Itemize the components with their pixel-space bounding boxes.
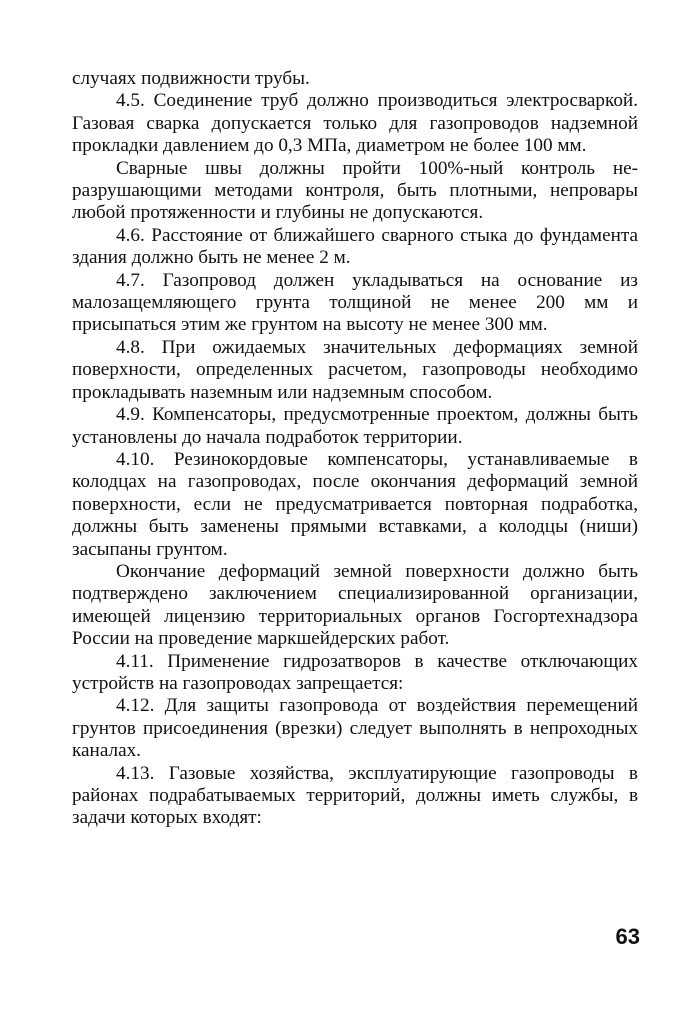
paragraph-4-11: 4.11. Применение гидрозатворов в качестве отключающих устройств на газопроводах запрещается: <box>72 650 638 694</box>
paragraph-weld-control: Сварные швы должны пройти 100%-ный контроль неразрушающими методами контроля, быть плотными, непровары любой протяженности и глубины не допускаются. <box>72 157 638 224</box>
paragraph-deformation-end: Окончание деформаций земной поверхности должно быть подтверждено заключением специализированной организации, имеющей лицензию территориальных органов Госгортехнадзора России на проведение маркшейдерских работ. <box>72 560 638 650</box>
paragraph-4-9: 4.9. Компенсаторы, предусмотренные проектом, должны быть установлены до начала подработок территории. <box>72 404 638 448</box>
page-number: 63 <box>615 924 640 949</box>
paragraph-4-7: 4.7. Газопровод должен укладываться на основание из малозащемляющего грунта толщиной не менее 200 мм и присыпаться этим же грунтом на высоту не менее 300 мм. <box>72 269 638 336</box>
paragraph-4-5: 4.5. Соединение труб должно производиться электросваркой. Газовая сварка допускается только для газопроводов надземной прокладки давлением до 0,3 МПа, диаметром не более 100 мм. <box>72 90 638 157</box>
paragraph-4-13: 4.13. Газовые хозяйства, эксплуатирующие газопроводы в районах подрабатываемых территорий, должны иметь службы, в задачи которых входят: <box>72 762 638 829</box>
page-body <box>72 68 638 830</box>
paragraph-4-12: 4.12. Для защиты газопровода от воздействия перемещений грунтов присоединения (врезки) следует выполнять в непроходных каналах. <box>72 695 638 762</box>
paragraph-4-6: 4.6. Расстояние от ближайшего сварного стыка до фундамента здания должно быть не менее 2 м. <box>72 224 638 269</box>
paragraph-4-10: 4.10. Резинокордовые компенсаторы, устанавливаемые в колодцах на газопроводах, после окончания деформаций земной поверхности, если не предусматривается повторная подработка, должны быть заменены прямыми вставками, а колодцы (ниши) засыпаны грунтом. <box>72 448 638 560</box>
paragraph-4-8: 4.8. При ожидаемых значительных деформациях земной поверхности, определенных расчетом, газопроводы необходимо прокладывать наземным или надземным способом. <box>72 336 638 403</box>
paragraph-continuation: случаях подвижности трубы. <box>72 68 310 89</box>
